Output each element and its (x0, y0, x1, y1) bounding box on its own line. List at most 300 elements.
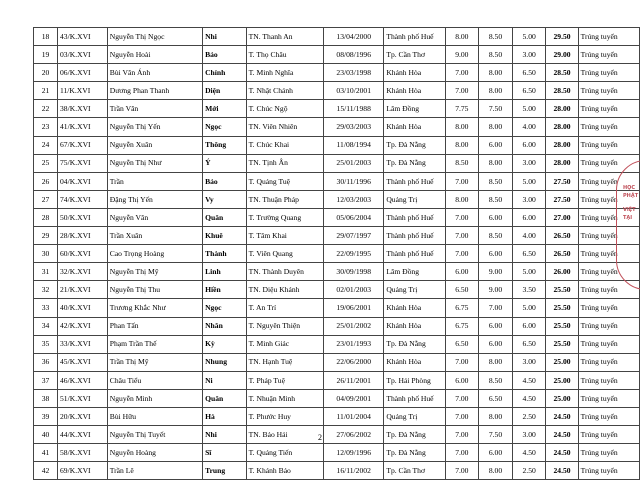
cell-diem-1: 8.00 (445, 190, 479, 208)
cell-phap-danh: T. Phước Huy (246, 407, 324, 425)
cell-ho-dem: Trần Thị Mỹ (107, 353, 202, 371)
table-row (34, 407, 640, 425)
cell-sbd: 67/K.XVI (58, 136, 108, 154)
cell-diem-2: 8.50 (479, 371, 513, 389)
cell-ho-dem: Nguyễn Xuân (107, 136, 202, 154)
cell-tong-diem: 27.50 (546, 172, 578, 190)
cell-diem-uu-tien: 4.50 (512, 371, 546, 389)
cell-stt: 41 (34, 444, 58, 462)
cell-ten: Nhung (203, 353, 247, 371)
cell-phap-danh: TN. Viên Nhiên (246, 118, 324, 136)
cell-ngay-sinh: 05/06/2004 (324, 208, 384, 226)
table-row (34, 462, 640, 480)
cell-noi-sinh: Tp. Đà Nẵng (384, 154, 445, 172)
cell-diem-2: 8.00 (479, 64, 513, 82)
cell-tong-diem: 25.00 (546, 389, 578, 407)
cell-ten: Nhân (203, 317, 247, 335)
cell-ten: Khuê (203, 227, 247, 245)
cell-ket-qua: Trúng tuyển (578, 353, 639, 371)
cell-ho-dem: Bùi Hữu (107, 407, 202, 425)
cell-ket-qua: Trúng tuyển (578, 136, 639, 154)
cell-ket-qua: Trúng tuyển (578, 389, 639, 407)
cell-ho-dem: Trần Lê (107, 462, 202, 480)
cell-diem-1: 7.00 (445, 444, 479, 462)
cell-diem-2: 8.50 (479, 227, 513, 245)
cell-sbd: 60/K.XVI (58, 245, 108, 263)
cell-ngay-sinh: 25/01/2002 (324, 317, 384, 335)
cell-ho-dem: Nguyễn Minh (107, 389, 202, 407)
cell-diem-1: 7.00 (445, 245, 479, 263)
cell-noi-sinh: Quảng Trị (384, 190, 445, 208)
cell-diem-2: 6.00 (479, 317, 513, 335)
cell-diem-uu-tien: 3.50 (512, 281, 546, 299)
cell-stt: 36 (34, 353, 58, 371)
cell-noi-sinh: Khánh Hòa (384, 317, 445, 335)
cell-sbd: 69/K.XVI (58, 462, 108, 480)
cell-ket-qua: Trúng tuyển (578, 172, 639, 190)
cell-noi-sinh: Tp. Đà Nẵng (384, 335, 445, 353)
cell-diem-uu-tien: 6.50 (512, 82, 546, 100)
cell-diem-uu-tien: 6.00 (512, 317, 546, 335)
cell-ten: Bảo (203, 46, 247, 64)
table-row (34, 263, 640, 281)
cell-phap-danh: T. Minh Giác (246, 335, 324, 353)
seal-stamp (616, 160, 640, 290)
table-row (34, 317, 640, 335)
cell-sbd: 75/K.XVI (58, 154, 108, 172)
cell-diem-uu-tien: 5.00 (512, 100, 546, 118)
cell-ten: Trung (203, 462, 247, 480)
cell-phap-danh: T. An Trí (246, 299, 324, 317)
cell-sbd: 28/K.XVI (58, 227, 108, 245)
cell-phap-danh: TN. Thanh An (246, 28, 324, 46)
cell-stt: 38 (34, 389, 58, 407)
cell-ngay-sinh: 08/08/1996 (324, 46, 384, 64)
cell-phap-danh: T. Nguyên Thiện (246, 317, 324, 335)
cell-noi-sinh: Thành phố Huế (384, 389, 445, 407)
cell-stt: 33 (34, 299, 58, 317)
cell-ket-qua: Trúng tuyển (578, 317, 639, 335)
cell-stt: 24 (34, 136, 58, 154)
cell-ten: Quân (203, 208, 247, 226)
cell-stt: 29 (34, 227, 58, 245)
cell-phap-danh: TN. Tịnh Ân (246, 154, 324, 172)
cell-ten: Quân (203, 389, 247, 407)
cell-diem-1: 6.75 (445, 299, 479, 317)
cell-ket-qua: Trúng tuyển (578, 245, 639, 263)
cell-diem-1: 6.50 (445, 335, 479, 353)
cell-ho-dem: Phan Tấn (107, 317, 202, 335)
cell-ten: Hiền (203, 281, 247, 299)
cell-ngay-sinh: 12/09/1996 (324, 444, 384, 462)
table-row (34, 227, 640, 245)
cell-diem-1: 8.00 (445, 28, 479, 46)
cell-ten: Bảo (203, 172, 247, 190)
cell-phap-danh: T. Trường Quang (246, 208, 324, 226)
cell-noi-sinh: Khánh Hòa (384, 299, 445, 317)
cell-noi-sinh: Quảng Trị (384, 407, 445, 425)
cell-tong-diem: 26.00 (546, 263, 578, 281)
cell-phap-danh: TN. Bảo Hải (246, 426, 324, 444)
cell-ngay-sinh: 22/06/2000 (324, 353, 384, 371)
cell-stt: 35 (34, 335, 58, 353)
cell-stt: 23 (34, 118, 58, 136)
cell-noi-sinh: Tp. Hải Phòng (384, 371, 445, 389)
cell-ho-dem: Nguyễn Hoàng (107, 444, 202, 462)
cell-tong-diem: 29.00 (546, 46, 578, 64)
cell-diem-2: 6.00 (479, 444, 513, 462)
cell-diem-2: 7.50 (479, 100, 513, 118)
cell-ngay-sinh: 12/03/2003 (324, 190, 384, 208)
cell-diem-2: 6.50 (479, 389, 513, 407)
cell-ngay-sinh: 30/09/1998 (324, 263, 384, 281)
cell-diem-2: 8.00 (479, 353, 513, 371)
cell-diem-2: 8.50 (479, 190, 513, 208)
cell-sbd: 41/K.XVI (58, 118, 108, 136)
cell-sbd: 40/K.XVI (58, 299, 108, 317)
cell-diem-uu-tien: 4.00 (512, 227, 546, 245)
cell-tong-diem: 25.50 (546, 299, 578, 317)
cell-diem-uu-tien: 6.50 (512, 245, 546, 263)
cell-diem-uu-tien: 6.00 (512, 136, 546, 154)
cell-diem-1: 7.00 (445, 407, 479, 425)
cell-ho-dem: Nguyễn Thị Ngọc (107, 28, 202, 46)
cell-ket-qua: Trúng tuyển (578, 64, 639, 82)
table-row (34, 46, 640, 64)
table-row (34, 190, 640, 208)
cell-ket-qua: Trúng tuyển (578, 227, 639, 245)
cell-diem-1: 7.00 (445, 208, 479, 226)
table-row (34, 100, 640, 118)
cell-ten: Chính (203, 64, 247, 82)
cell-diem-uu-tien: 5.00 (512, 299, 546, 317)
cell-diem-2: 8.50 (479, 46, 513, 64)
cell-ho-dem: Bùi Văn Ánh (107, 64, 202, 82)
cell-stt: 22 (34, 100, 58, 118)
cell-stt: 34 (34, 317, 58, 335)
cell-phap-danh: T. Tâm Khai (246, 227, 324, 245)
cell-sbd: 51/K.XVI (58, 389, 108, 407)
cell-ten: Ý (203, 154, 247, 172)
cell-sbd: 50/K.XVI (58, 208, 108, 226)
cell-ket-qua: Trúng tuyển (578, 208, 639, 226)
cell-noi-sinh: Thành phố Huế (384, 172, 445, 190)
cell-sbd: 11/K.XVI (58, 82, 108, 100)
cell-phap-danh: TN. Thuận Pháp (246, 190, 324, 208)
cell-ngay-sinh: 23/03/1998 (324, 64, 384, 82)
cell-tong-diem: 25.50 (546, 317, 578, 335)
cell-diem-2: 9.00 (479, 281, 513, 299)
cell-ngay-sinh: 11/01/2004 (324, 407, 384, 425)
cell-phap-danh: T. Khánh Bảo (246, 462, 324, 480)
cell-ngay-sinh: 23/01/1993 (324, 335, 384, 353)
cell-diem-uu-tien: 6.00 (512, 208, 546, 226)
cell-ngay-sinh: 03/10/2001 (324, 82, 384, 100)
cell-diem-2: 8.00 (479, 82, 513, 100)
cell-sbd: 74/K.XVI (58, 190, 108, 208)
stamp-text-2: PHẬT (623, 193, 639, 199)
cell-stt: 37 (34, 371, 58, 389)
stamp-text-1: HỌC (623, 185, 636, 191)
cell-diem-2: 8.50 (479, 28, 513, 46)
cell-ten: Kỳ (203, 335, 247, 353)
cell-sbd: 43/K.XVI (58, 28, 108, 46)
cell-ngay-sinh: 04/09/2001 (324, 389, 384, 407)
results-table-wrapper (33, 27, 640, 480)
cell-diem-1: 9.00 (445, 46, 479, 64)
cell-ten: Sĩ (203, 444, 247, 462)
cell-noi-sinh: Tp. Cần Thơ (384, 462, 445, 480)
cell-ngay-sinh: 25/01/2003 (324, 154, 384, 172)
table-row (34, 371, 640, 389)
cell-diem-1: 6.00 (445, 371, 479, 389)
cell-ngay-sinh: 19/06/2001 (324, 299, 384, 317)
cell-ho-dem: Trần Văn (107, 100, 202, 118)
table-row (34, 118, 640, 136)
cell-phap-danh: T. Nhật Chánh (246, 82, 324, 100)
cell-diem-uu-tien: 6.50 (512, 335, 546, 353)
cell-sbd: 21/K.XVI (58, 281, 108, 299)
cell-diem-1: 6.00 (445, 263, 479, 281)
cell-ten: Nhi (203, 426, 247, 444)
cell-ket-qua: Trúng tuyển (578, 154, 639, 172)
cell-phap-danh: T. Pháp Tuệ (246, 371, 324, 389)
cell-ket-qua: Trúng tuyển (578, 118, 639, 136)
cell-phap-danh: T. Chúc Ngộ (246, 100, 324, 118)
cell-ten: Nhi (203, 28, 247, 46)
cell-ho-dem: Trần (107, 172, 202, 190)
table-row (34, 353, 640, 371)
cell-ket-qua: Trúng tuyển (578, 444, 639, 462)
cell-noi-sinh: Thành phố Huế (384, 208, 445, 226)
cell-phap-danh: T. Quảng Tiến (246, 444, 324, 462)
cell-ket-qua: Trúng tuyển (578, 281, 639, 299)
cell-ten: Vy (203, 190, 247, 208)
cell-ho-dem: Châu Tiểu (107, 371, 202, 389)
cell-ten: Ngọc (203, 299, 247, 317)
cell-noi-sinh: Thành phố Huế (384, 28, 445, 46)
cell-ngay-sinh: 26/11/2001 (324, 371, 384, 389)
cell-tong-diem: 24.50 (546, 407, 578, 425)
cell-tong-diem: 26.50 (546, 227, 578, 245)
cell-diem-uu-tien: 2.50 (512, 407, 546, 425)
cell-stt: 19 (34, 46, 58, 64)
cell-noi-sinh: Khánh Hòa (384, 64, 445, 82)
table-row (34, 64, 640, 82)
cell-phap-danh: T. Quảng Tuệ (246, 172, 324, 190)
cell-ngay-sinh: 29/07/1997 (324, 227, 384, 245)
cell-stt: 18 (34, 28, 58, 46)
cell-stt: 28 (34, 208, 58, 226)
cell-diem-2: 7.50 (479, 426, 513, 444)
cell-noi-sinh: Lâm Đồng (384, 100, 445, 118)
cell-sbd: 06/K.XVI (58, 64, 108, 82)
cell-ten: Ngọc (203, 118, 247, 136)
cell-diem-uu-tien: 4.00 (512, 118, 546, 136)
cell-diem-uu-tien: 3.00 (512, 353, 546, 371)
cell-phap-danh: T. Thọ Châu (246, 46, 324, 64)
cell-ngay-sinh: 13/04/2000 (324, 28, 384, 46)
cell-ten: Ni (203, 371, 247, 389)
cell-tong-diem: 26.50 (546, 245, 578, 263)
cell-sbd: 32/K.XVI (58, 263, 108, 281)
cell-diem-1: 6.75 (445, 317, 479, 335)
cell-ket-qua: Trúng tuyển (578, 263, 639, 281)
table-row (34, 172, 640, 190)
cell-diem-uu-tien: 3.00 (512, 46, 546, 64)
cell-ket-qua: Trúng tuyển (578, 335, 639, 353)
cell-tong-diem: 28.00 (546, 118, 578, 136)
cell-tong-diem: 28.00 (546, 100, 578, 118)
cell-ten: Diện (203, 82, 247, 100)
cell-diem-uu-tien: 4.50 (512, 389, 546, 407)
cell-tong-diem: 27.50 (546, 190, 578, 208)
cell-ngay-sinh: 29/03/2003 (324, 118, 384, 136)
cell-ket-qua: Trúng tuyển (578, 462, 639, 480)
cell-stt: 26 (34, 172, 58, 190)
cell-diem-uu-tien: 5.00 (512, 263, 546, 281)
cell-tong-diem: 28.50 (546, 64, 578, 82)
cell-noi-sinh: Tp. Đà Nẵng (384, 136, 445, 154)
cell-diem-1: 7.00 (445, 172, 479, 190)
cell-ngay-sinh: 22/09/1995 (324, 245, 384, 263)
cell-diem-2: 8.00 (479, 154, 513, 172)
table-row (34, 82, 640, 100)
cell-diem-2: 8.50 (479, 172, 513, 190)
cell-diem-1: 7.00 (445, 462, 479, 480)
cell-tong-diem: 28.00 (546, 154, 578, 172)
cell-ngay-sinh: 27/06/2002 (324, 426, 384, 444)
cell-ngay-sinh: 15/11/1988 (324, 100, 384, 118)
cell-stt: 20 (34, 64, 58, 82)
cell-diem-2: 9.00 (479, 263, 513, 281)
page-number: 2 (318, 433, 322, 442)
cell-noi-sinh: Lâm Đồng (384, 263, 445, 281)
cell-tong-diem: 25.00 (546, 371, 578, 389)
results-table (33, 27, 640, 480)
cell-sbd: 44/K.XVI (58, 426, 108, 444)
table-row (34, 28, 640, 46)
cell-stt: 31 (34, 263, 58, 281)
cell-diem-uu-tien: 3.00 (512, 190, 546, 208)
cell-ho-dem: Dương Phan Thanh (107, 82, 202, 100)
cell-noi-sinh: Khánh Hòa (384, 82, 445, 100)
cell-diem-1: 6.50 (445, 281, 479, 299)
cell-tong-diem: 25.00 (546, 353, 578, 371)
cell-sbd: 46/K.XVI (58, 371, 108, 389)
stamp-text-4: TẠI (623, 215, 633, 221)
cell-stt: 40 (34, 426, 58, 444)
cell-sbd: 20/K.XVI (58, 407, 108, 425)
cell-phap-danh: T. Viên Quang (246, 245, 324, 263)
cell-tong-diem: 29.50 (546, 28, 578, 46)
cell-ho-dem: Trương Khắc Như (107, 299, 202, 317)
cell-ho-dem: Cao Trọng Hoàng (107, 245, 202, 263)
cell-diem-2: 8.00 (479, 407, 513, 425)
cell-tong-diem: 28.00 (546, 136, 578, 154)
cell-tong-diem: 24.50 (546, 444, 578, 462)
cell-ket-qua: Trúng tuyển (578, 371, 639, 389)
cell-diem-uu-tien: 3.00 (512, 154, 546, 172)
cell-sbd: 58/K.XVI (58, 444, 108, 462)
cell-diem-2: 8.00 (479, 462, 513, 480)
cell-ten: Mới (203, 100, 247, 118)
cell-diem-2: 6.00 (479, 136, 513, 154)
table-row (34, 136, 640, 154)
cell-diem-uu-tien: 5.00 (512, 28, 546, 46)
cell-stt: 30 (34, 245, 58, 263)
cell-ngay-sinh: 02/01/2003 (324, 281, 384, 299)
cell-stt: 32 (34, 281, 58, 299)
cell-ket-qua: Trúng tuyển (578, 407, 639, 425)
cell-diem-1: 7.00 (445, 389, 479, 407)
cell-diem-uu-tien: 2.50 (512, 462, 546, 480)
cell-noi-sinh: Tp. Đà Nẵng (384, 426, 445, 444)
cell-phap-danh: T. Minh Nghĩa (246, 64, 324, 82)
table-row (34, 335, 640, 353)
table-row (34, 389, 640, 407)
cell-ho-dem: Nguyễn Thị Mỹ (107, 263, 202, 281)
cell-ket-qua: Trúng tuyển (578, 46, 639, 64)
cell-ho-dem: Nguyễn Thị Tuyết (107, 426, 202, 444)
table-row (34, 154, 640, 172)
cell-diem-1: 7.00 (445, 353, 479, 371)
cell-sbd: 42/K.XVI (58, 317, 108, 335)
cell-diem-1: 7.00 (445, 426, 479, 444)
cell-diem-1: 8.00 (445, 118, 479, 136)
cell-ket-qua: Trúng tuyển (578, 426, 639, 444)
cell-phap-danh: TN. Diệu Khánh (246, 281, 324, 299)
cell-phap-danh: TN. Hạnh Tuệ (246, 353, 324, 371)
cell-ngay-sinh: 11/08/1994 (324, 136, 384, 154)
cell-stt: 39 (34, 407, 58, 425)
cell-diem-2: 8.00 (479, 118, 513, 136)
cell-ho-dem: Nguyễn Thị Yến (107, 118, 202, 136)
table-row (34, 281, 640, 299)
cell-phap-danh: T. Nhuận Minh (246, 389, 324, 407)
cell-ho-dem: Nguyễn Thị Như (107, 154, 202, 172)
cell-diem-uu-tien: 4.50 (512, 444, 546, 462)
cell-diem-1: 8.50 (445, 154, 479, 172)
cell-diem-2: 6.00 (479, 335, 513, 353)
cell-tong-diem: 27.00 (546, 208, 578, 226)
cell-diem-1: 7.00 (445, 227, 479, 245)
cell-ho-dem: Trần Xuân (107, 227, 202, 245)
cell-stt: 21 (34, 82, 58, 100)
cell-noi-sinh: Thành phố Huế (384, 227, 445, 245)
table-row (34, 299, 640, 317)
cell-sbd: 03/K.XVI (58, 46, 108, 64)
cell-diem-1: 7.00 (445, 64, 479, 82)
cell-sbd: 33/K.XVI (58, 335, 108, 353)
cell-ngay-sinh: 16/11/2002 (324, 462, 384, 480)
cell-ho-dem: Đặng Thị Yến (107, 190, 202, 208)
cell-stt: 25 (34, 154, 58, 172)
table-row (34, 245, 640, 263)
cell-sbd: 04/K.XVI (58, 172, 108, 190)
cell-diem-1: 8.00 (445, 136, 479, 154)
cell-ho-dem: Phạm Trần Thế (107, 335, 202, 353)
cell-noi-sinh: Thành phố Huế (384, 245, 445, 263)
cell-noi-sinh: Khánh Hòa (384, 118, 445, 136)
cell-ket-qua: Trúng tuyển (578, 299, 639, 317)
cell-diem-1: 7.00 (445, 82, 479, 100)
table-row (34, 208, 640, 226)
cell-phap-danh: T. Chúc Khai (246, 136, 324, 154)
stamp-text-3: VIỆT (623, 207, 636, 213)
cell-tong-diem: 28.50 (546, 82, 578, 100)
cell-ket-qua: Trúng tuyển (578, 100, 639, 118)
